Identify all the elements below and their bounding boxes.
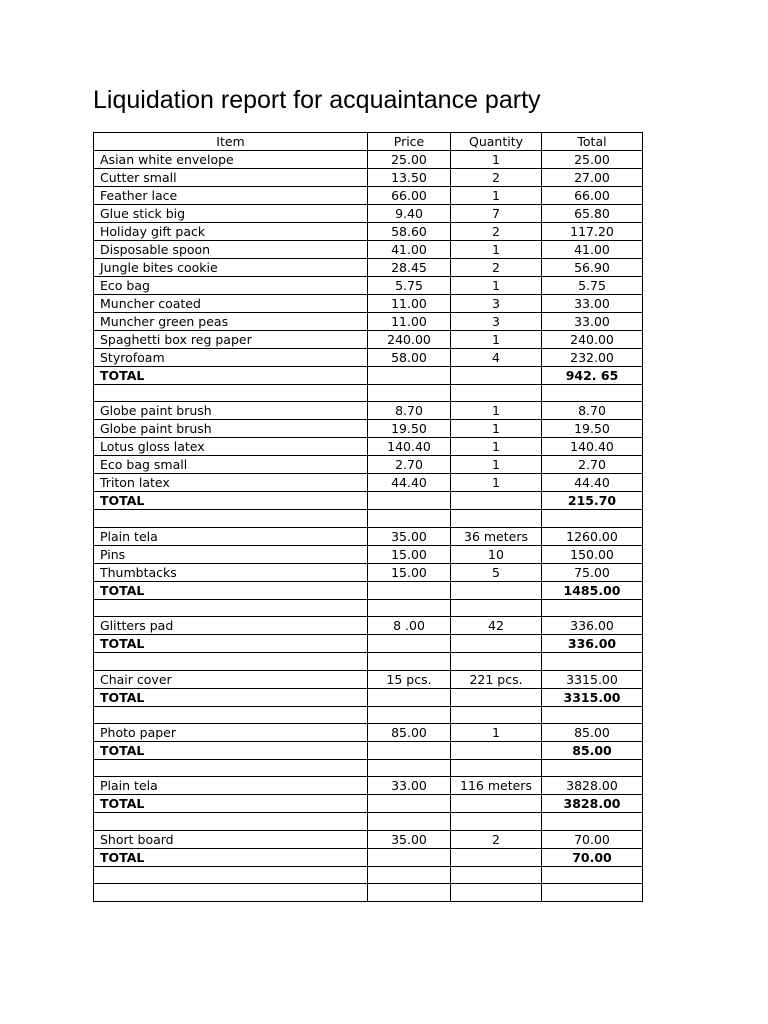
- item-cell: [94, 599, 368, 616]
- total-cell: 75.00: [542, 563, 643, 581]
- quantity-cell: 42: [451, 617, 542, 635]
- liquidation-table: [93, 132, 643, 902]
- total-cell: 41.00: [542, 241, 643, 259]
- empty-row: [94, 884, 643, 901]
- quantity-cell: 5: [451, 563, 542, 581]
- table-row: [94, 777, 643, 795]
- quantity-cell: 3: [451, 295, 542, 313]
- quantity-cell: [451, 795, 542, 813]
- item-cell: [94, 884, 368, 901]
- item-cell: TOTAL: [94, 688, 368, 706]
- item-cell: Globe paint brush: [94, 420, 368, 438]
- total-row: [94, 848, 643, 866]
- total-cell: 70.00: [542, 830, 643, 848]
- price-cell: [368, 706, 451, 723]
- item-cell: Plain tela: [94, 777, 368, 795]
- price-cell: [368, 884, 451, 901]
- item-cell: TOTAL: [94, 635, 368, 653]
- quantity-cell: [451, 385, 542, 402]
- quantity-cell: [451, 510, 542, 527]
- empty-row: [94, 866, 643, 883]
- quantity-cell: 1: [451, 402, 542, 420]
- quantity-cell: 2: [451, 830, 542, 848]
- price-cell: 19.50: [368, 420, 451, 438]
- total-cell: [542, 599, 643, 616]
- table-row: [94, 474, 643, 492]
- quantity-cell: 1: [451, 723, 542, 741]
- total-cell: 66.00: [542, 187, 643, 205]
- table-row: [94, 723, 643, 741]
- item-cell: Thumbtacks: [94, 563, 368, 581]
- price-cell: [368, 848, 451, 866]
- quantity-cell: [451, 813, 542, 830]
- price-cell: 33.00: [368, 777, 451, 795]
- quantity-cell: 1: [451, 241, 542, 259]
- quantity-cell: 1: [451, 151, 542, 169]
- price-cell: 15.00: [368, 563, 451, 581]
- item-cell: [94, 385, 368, 402]
- empty-row: [94, 653, 643, 670]
- table-row: [94, 545, 643, 563]
- quantity-cell: 1: [451, 331, 542, 349]
- table-row: [94, 169, 643, 187]
- price-cell: 8 .00: [368, 617, 451, 635]
- quantity-cell: [451, 688, 542, 706]
- total-cell: 85.00: [542, 723, 643, 741]
- item-cell: Lotus gloss latex: [94, 438, 368, 456]
- quantity-cell: [451, 866, 542, 883]
- empty-row: [94, 385, 643, 402]
- item-cell: Chair cover: [94, 670, 368, 688]
- total-cell: 3315.00: [542, 670, 643, 688]
- item-cell: Spaghetti box reg paper: [94, 331, 368, 349]
- table-row: [94, 241, 643, 259]
- total-cell: 5.75: [542, 277, 643, 295]
- table-row: [94, 830, 643, 848]
- total-cell: 942. 65: [542, 367, 643, 385]
- total-cell: [542, 759, 643, 776]
- price-cell: [368, 795, 451, 813]
- total-cell: 150.00: [542, 545, 643, 563]
- quantity-cell: 2: [451, 169, 542, 187]
- quantity-cell: 7: [451, 205, 542, 223]
- total-row: [94, 741, 643, 759]
- quantity-cell: 1: [451, 474, 542, 492]
- total-row: [94, 581, 643, 599]
- total-cell: [542, 653, 643, 670]
- price-cell: 25.00: [368, 151, 451, 169]
- price-cell: [368, 367, 451, 385]
- total-cell: 33.00: [542, 295, 643, 313]
- quantity-cell: [451, 741, 542, 759]
- item-cell: Globe paint brush: [94, 402, 368, 420]
- quantity-cell: [451, 599, 542, 616]
- item-cell: TOTAL: [94, 848, 368, 866]
- quantity-cell: 221 pcs.: [451, 670, 542, 688]
- item-cell: [94, 706, 368, 723]
- quantity-cell: 1: [451, 277, 542, 295]
- total-cell: [542, 706, 643, 723]
- total-cell: 3828.00: [542, 795, 643, 813]
- item-cell: Short board: [94, 830, 368, 848]
- total-row: [94, 795, 643, 813]
- quantity-cell: 1: [451, 456, 542, 474]
- price-cell: [368, 492, 451, 510]
- price-cell: 13.50: [368, 169, 451, 187]
- quantity-cell: 4: [451, 349, 542, 367]
- price-cell: [368, 866, 451, 883]
- quantity-cell: [451, 367, 542, 385]
- quantity-cell: [451, 759, 542, 776]
- table-row: [94, 402, 643, 420]
- total-cell: 70.00: [542, 848, 643, 866]
- price-cell: 66.00: [368, 187, 451, 205]
- total-cell: 56.90: [542, 259, 643, 277]
- table-row: [94, 420, 643, 438]
- quantity-cell: 2: [451, 259, 542, 277]
- total-cell: 215.70: [542, 492, 643, 510]
- total-cell: 336.00: [542, 617, 643, 635]
- table-row: [94, 670, 643, 688]
- total-cell: 3828.00: [542, 777, 643, 795]
- table-row: [94, 151, 643, 169]
- price-cell: 9.40: [368, 205, 451, 223]
- price-cell: 140.40: [368, 438, 451, 456]
- item-cell: Plain tela: [94, 527, 368, 545]
- price-cell: 11.00: [368, 313, 451, 331]
- table-row: [94, 563, 643, 581]
- quantity-cell: [451, 581, 542, 599]
- total-row: [94, 492, 643, 510]
- empty-row: [94, 510, 643, 527]
- total-cell: 8.70: [542, 402, 643, 420]
- header-total: Total: [542, 133, 643, 151]
- total-cell: 240.00: [542, 331, 643, 349]
- quantity-cell: 1: [451, 438, 542, 456]
- total-cell: [542, 385, 643, 402]
- price-cell: [368, 813, 451, 830]
- total-cell: [542, 866, 643, 883]
- price-cell: 58.60: [368, 223, 451, 241]
- total-cell: 1485.00: [542, 581, 643, 599]
- price-cell: [368, 581, 451, 599]
- price-cell: 15.00: [368, 545, 451, 563]
- item-cell: [94, 510, 368, 527]
- table-row: [94, 527, 643, 545]
- item-cell: [94, 759, 368, 776]
- price-cell: 58.00: [368, 349, 451, 367]
- header-item: Item: [94, 133, 368, 151]
- price-cell: 28.45: [368, 259, 451, 277]
- item-cell: Holiday gift pack: [94, 223, 368, 241]
- item-cell: Jungle bites cookie: [94, 259, 368, 277]
- page-title: Liquidation report for acquaintance party: [93, 86, 541, 114]
- item-cell: TOTAL: [94, 367, 368, 385]
- price-cell: [368, 653, 451, 670]
- table-row: [94, 331, 643, 349]
- price-cell: [368, 510, 451, 527]
- price-cell: [368, 741, 451, 759]
- item-cell: Muncher green peas: [94, 313, 368, 331]
- quantity-cell: 3: [451, 313, 542, 331]
- price-cell: [368, 385, 451, 402]
- price-cell: 15 pcs.: [368, 670, 451, 688]
- total-cell: 65.80: [542, 205, 643, 223]
- price-cell: [368, 635, 451, 653]
- total-cell: 140.40: [542, 438, 643, 456]
- item-cell: TOTAL: [94, 795, 368, 813]
- price-cell: 11.00: [368, 295, 451, 313]
- total-cell: 336.00: [542, 635, 643, 653]
- table-row: [94, 205, 643, 223]
- quantity-cell: 2: [451, 223, 542, 241]
- table-row: [94, 223, 643, 241]
- total-cell: [542, 884, 643, 901]
- item-cell: TOTAL: [94, 581, 368, 599]
- total-cell: 33.00: [542, 313, 643, 331]
- price-cell: 41.00: [368, 241, 451, 259]
- total-row: [94, 367, 643, 385]
- table-row: [94, 259, 643, 277]
- item-cell: Photo paper: [94, 723, 368, 741]
- table-row: [94, 438, 643, 456]
- table-row: [94, 313, 643, 331]
- item-cell: Asian white envelope: [94, 151, 368, 169]
- total-cell: 1260.00: [542, 527, 643, 545]
- item-cell: Triton latex: [94, 474, 368, 492]
- quantity-cell: [451, 653, 542, 670]
- quantity-cell: 1: [451, 187, 542, 205]
- quantity-cell: [451, 706, 542, 723]
- table-header-row: [94, 133, 643, 151]
- item-cell: Disposable spoon: [94, 241, 368, 259]
- total-cell: 232.00: [542, 349, 643, 367]
- price-cell: 35.00: [368, 830, 451, 848]
- quantity-cell: [451, 635, 542, 653]
- item-cell: [94, 653, 368, 670]
- header-quantity: Quantity: [451, 133, 542, 151]
- item-cell: Pins: [94, 545, 368, 563]
- item-cell: Cutter small: [94, 169, 368, 187]
- price-cell: 35.00: [368, 527, 451, 545]
- item-cell: Eco bag small: [94, 456, 368, 474]
- price-cell: 85.00: [368, 723, 451, 741]
- quantity-cell: [451, 492, 542, 510]
- price-cell: 44.40: [368, 474, 451, 492]
- price-cell: [368, 759, 451, 776]
- item-cell: Feather lace: [94, 187, 368, 205]
- quantity-cell: [451, 884, 542, 901]
- empty-row: [94, 706, 643, 723]
- price-cell: 240.00: [368, 331, 451, 349]
- total-cell: 2.70: [542, 456, 643, 474]
- item-cell: [94, 813, 368, 830]
- item-cell: [94, 866, 368, 883]
- total-cell: 25.00: [542, 151, 643, 169]
- total-cell: [542, 510, 643, 527]
- item-cell: TOTAL: [94, 741, 368, 759]
- quantity-cell: [451, 848, 542, 866]
- price-cell: [368, 688, 451, 706]
- table-row: [94, 277, 643, 295]
- empty-row: [94, 759, 643, 776]
- table-row: [94, 349, 643, 367]
- item-cell: Glue stick big: [94, 205, 368, 223]
- quantity-cell: 36 meters: [451, 527, 542, 545]
- item-cell: TOTAL: [94, 492, 368, 510]
- price-cell: 5.75: [368, 277, 451, 295]
- total-cell: 117.20: [542, 223, 643, 241]
- total-row: [94, 688, 643, 706]
- header-price: Price: [368, 133, 451, 151]
- total-cell: 19.50: [542, 420, 643, 438]
- table-row: [94, 295, 643, 313]
- table-row: [94, 187, 643, 205]
- item-cell: Styrofoam: [94, 349, 368, 367]
- price-cell: [368, 599, 451, 616]
- table-row: [94, 617, 643, 635]
- total-row: [94, 635, 643, 653]
- item-cell: Glitters pad: [94, 617, 368, 635]
- total-cell: 44.40: [542, 474, 643, 492]
- item-cell: Muncher coated: [94, 295, 368, 313]
- empty-row: [94, 813, 643, 830]
- price-cell: 8.70: [368, 402, 451, 420]
- quantity-cell: 1: [451, 420, 542, 438]
- quantity-cell: 116 meters: [451, 777, 542, 795]
- price-cell: 2.70: [368, 456, 451, 474]
- item-cell: Eco bag: [94, 277, 368, 295]
- table-row: [94, 456, 643, 474]
- empty-row: [94, 599, 643, 616]
- total-cell: 27.00: [542, 169, 643, 187]
- total-cell: [542, 813, 643, 830]
- total-cell: 85.00: [542, 741, 643, 759]
- total-cell: 3315.00: [542, 688, 643, 706]
- quantity-cell: 10: [451, 545, 542, 563]
